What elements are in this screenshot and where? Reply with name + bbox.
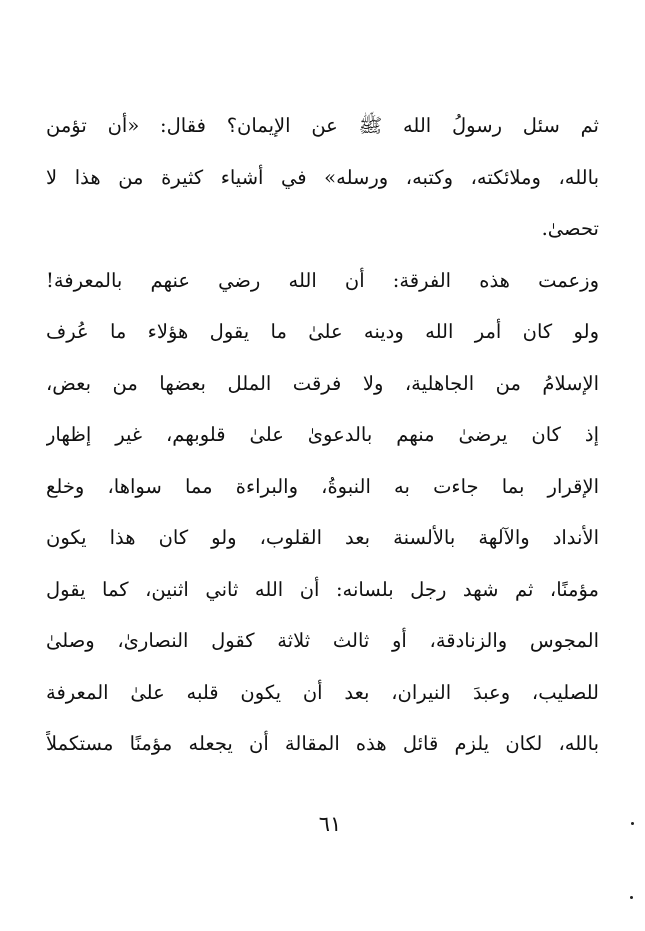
text-line-13: بالله، لكان يلزم قائل هذه المقالة أن يجعله مؤمنًا مستكملاً [46, 732, 599, 755]
text-line-10: مؤمنًا، ثم شهد رجل بلسانه: أن الله ثاني اثنين، كما يقول [46, 577, 599, 601]
text-line-7: إذ كان يرضىٰ منهم بالدعوىٰ علىٰ قلوبهم، غير إظهار [46, 423, 599, 446]
text-line-3: تحصىٰ. [541, 217, 599, 240]
text-line-8: الإقرار بما جاءت به النبوةُ، والبراءة مما سواها، وخلع [46, 474, 599, 498]
text-line-5: ولو كان أمر الله ودينه علىٰ ما يقول هؤلاء ما عُرف [46, 320, 599, 343]
text-line-11: المجوس والزنادقة، أو ثالث ثلاثة كقول النصارىٰ، وصلىٰ [46, 629, 599, 652]
text-line-9: الأنداد والآلهة بالألسنة بعد القلوب، ولو كان هذا يكون [46, 526, 599, 549]
text-line-6: الإسلامُ من الجاهلية، ولا فرقت الملل بعضها من بعض، [46, 371, 599, 395]
scan-speck-2 [630, 896, 633, 899]
text-line-12: للصليب، وعبدَ النيران، بعد أن يكون قلبه علىٰ المعرفة [46, 680, 599, 704]
body-text [46, 100, 599, 770]
page-number: ٦١ [318, 812, 342, 836]
text-line-1: ثم سئل رسولُ الله ﷺ عن الإيمان؟ فقال: «أن تؤمن [46, 114, 599, 137]
text-line-4: وزعمت هذه الفرقة: أن الله رضي عنهم بالمعرفة! [46, 268, 599, 292]
scan-speck-1 [631, 822, 634, 825]
text-line-2: بالله، وملائكته، وكتبه، ورسله» في أشياء كثيرة من هذا لا [46, 165, 599, 189]
